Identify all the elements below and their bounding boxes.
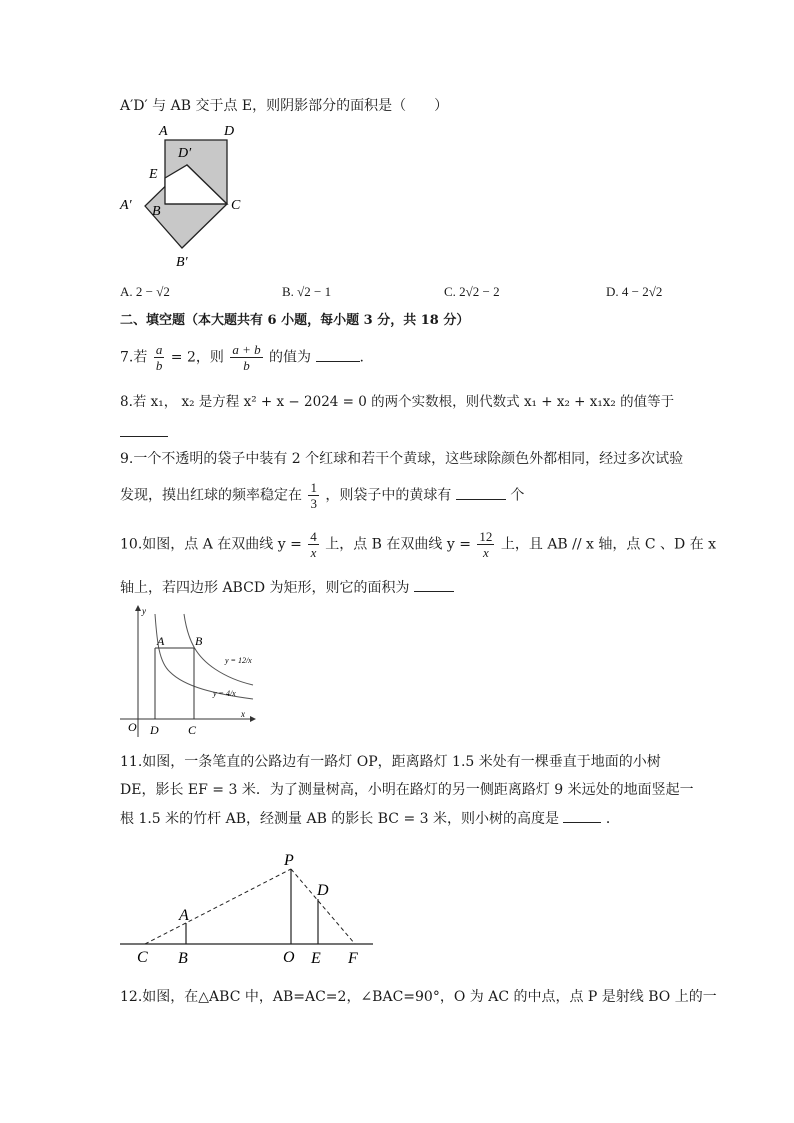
- label-o: O: [283, 949, 295, 966]
- q7-prefix: 7.若: [120, 349, 148, 366]
- q8-answer-blank: [120, 436, 168, 437]
- q10-answer-blank: [414, 577, 454, 592]
- q6-stem-tail: A′D′ 与 AB 交于点 E，则阴影部分的面积是（ ）: [120, 98, 449, 114]
- curve-12-label: y = 12/x: [225, 656, 252, 665]
- q10-frac-12-over-x: $\frac{12}{x}$: [479, 529, 493, 560]
- shadow-ray-pf: [291, 869, 355, 944]
- q10-part3: 上，且 AB // x 轴，点 C 、D 在 x: [500, 536, 717, 553]
- label-a-prime: A′: [120, 198, 132, 213]
- q7-frac-a-over-b: $\frac{a}{b}$: [155, 342, 163, 373]
- q11-line3-text: 根 1.5 米的竹杆 AB，经测量 AB 的影长 BC = 3 米，则小树的高度是: [120, 811, 560, 827]
- section-2-title: 二、填空题（本大题共有 6 小题，每小题 3 分，共 18 分）: [120, 313, 470, 328]
- label-c: C: [137, 949, 148, 966]
- q11-line1: 11.如图，一条笔直的公路边有一路灯 OP，距离路灯 1.5 米处有一棵垂直于地面的小树: [120, 754, 661, 770]
- x-axis-label: x: [241, 709, 245, 719]
- label-e: E: [311, 950, 321, 967]
- label-b: B: [152, 204, 161, 219]
- q11-end: ．: [605, 811, 620, 827]
- origin-label: O: [128, 720, 137, 734]
- q10-line2: [120, 577, 454, 598]
- label-a: A: [179, 907, 189, 924]
- label-b: B: [178, 950, 188, 967]
- q7-eq: = 2，则: [170, 349, 224, 366]
- q11-line2: DE，影长 EF = 3 米．为了测量树高，小明在路灯的另一侧距离路灯 9 米远处的地面竖起一: [120, 782, 694, 798]
- q9-answer-blank: [456, 485, 506, 500]
- q6-option-a: A. 2 − √2: [120, 284, 170, 299]
- label-b-prime: B′: [176, 255, 188, 270]
- point-a-label: A: [157, 634, 165, 648]
- q9-suffix: ，则袋子中的黄球有: [325, 487, 452, 504]
- q10-line1: [120, 529, 716, 560]
- q9-line2: [120, 480, 524, 511]
- q9-line1: 9.一个不透明的袋子中装有 2 个红球和若干个黄球，这些球除颜色外都相同，经过多次试验: [120, 451, 684, 467]
- q9-prefix: 发现，摸出红球的频率稳定在: [120, 487, 302, 504]
- label-a: A: [159, 124, 168, 139]
- q6-figure: [110, 118, 270, 274]
- q11-figure: [115, 844, 380, 970]
- q7-answer-blank: [316, 347, 360, 362]
- label-d: D: [224, 124, 235, 139]
- q10-part2: 上，点 B 在双曲线 y =: [325, 536, 471, 553]
- q6-option-c: C. 2√2 − 2: [444, 284, 500, 299]
- q9-end: 个: [510, 487, 525, 504]
- q10-line2-text: 轴上，若四边形 ABCD 为矩形，则它的面积为: [120, 580, 410, 596]
- q12-line1: 12.如图，在△ABC 中，AB=AC=2，∠BAC=90°，O 为 AC 的中点，点 P 是射线 BO 上的一: [120, 989, 717, 1005]
- label-c: C: [231, 198, 241, 213]
- q11-line3: [120, 808, 620, 829]
- q10-part1: 10.如图，点 A 在双曲线 y =: [120, 536, 302, 553]
- q6-option-d: D. 4 − 2√2: [606, 284, 663, 299]
- q9-frac-one-third: $\frac{1}{3}$: [310, 480, 317, 511]
- shadow-ray-cp: [145, 869, 291, 944]
- q10-graph: [115, 602, 260, 742]
- q7-suffix: 的值为: [269, 349, 312, 366]
- point-c-label: C: [188, 723, 197, 737]
- y-axis-label: y: [142, 606, 146, 616]
- q7: 7.若 $\frac{a}{b}$ = 2，则 $\frac{a + b}{b}$ 的值为 .: [120, 342, 364, 373]
- curve-4-label: y = 4/x: [213, 689, 236, 698]
- q10-frac-4-over-x: $\frac{4}{x}$: [310, 529, 317, 560]
- q11-answer-blank: [563, 808, 601, 823]
- point-d-label: D: [150, 723, 159, 737]
- label-e: E: [149, 167, 158, 182]
- label-f: F: [348, 950, 358, 967]
- point-b-label: B: [195, 634, 203, 648]
- label-d: D: [317, 882, 329, 899]
- q6-option-b: B. √2 − 1: [282, 284, 332, 299]
- q7-frac-sum-over-b: $\frac{a + b}{b}$: [232, 342, 261, 373]
- q8-text: 8.若 x₁， x₂ 是方程 x² + x − 2024 = 0 的两个实数根，则代数式 x₁ + x₂ + x₁x₂ 的值等于: [120, 394, 675, 410]
- label-p: P: [284, 852, 294, 869]
- label-d-prime: D′: [178, 146, 192, 161]
